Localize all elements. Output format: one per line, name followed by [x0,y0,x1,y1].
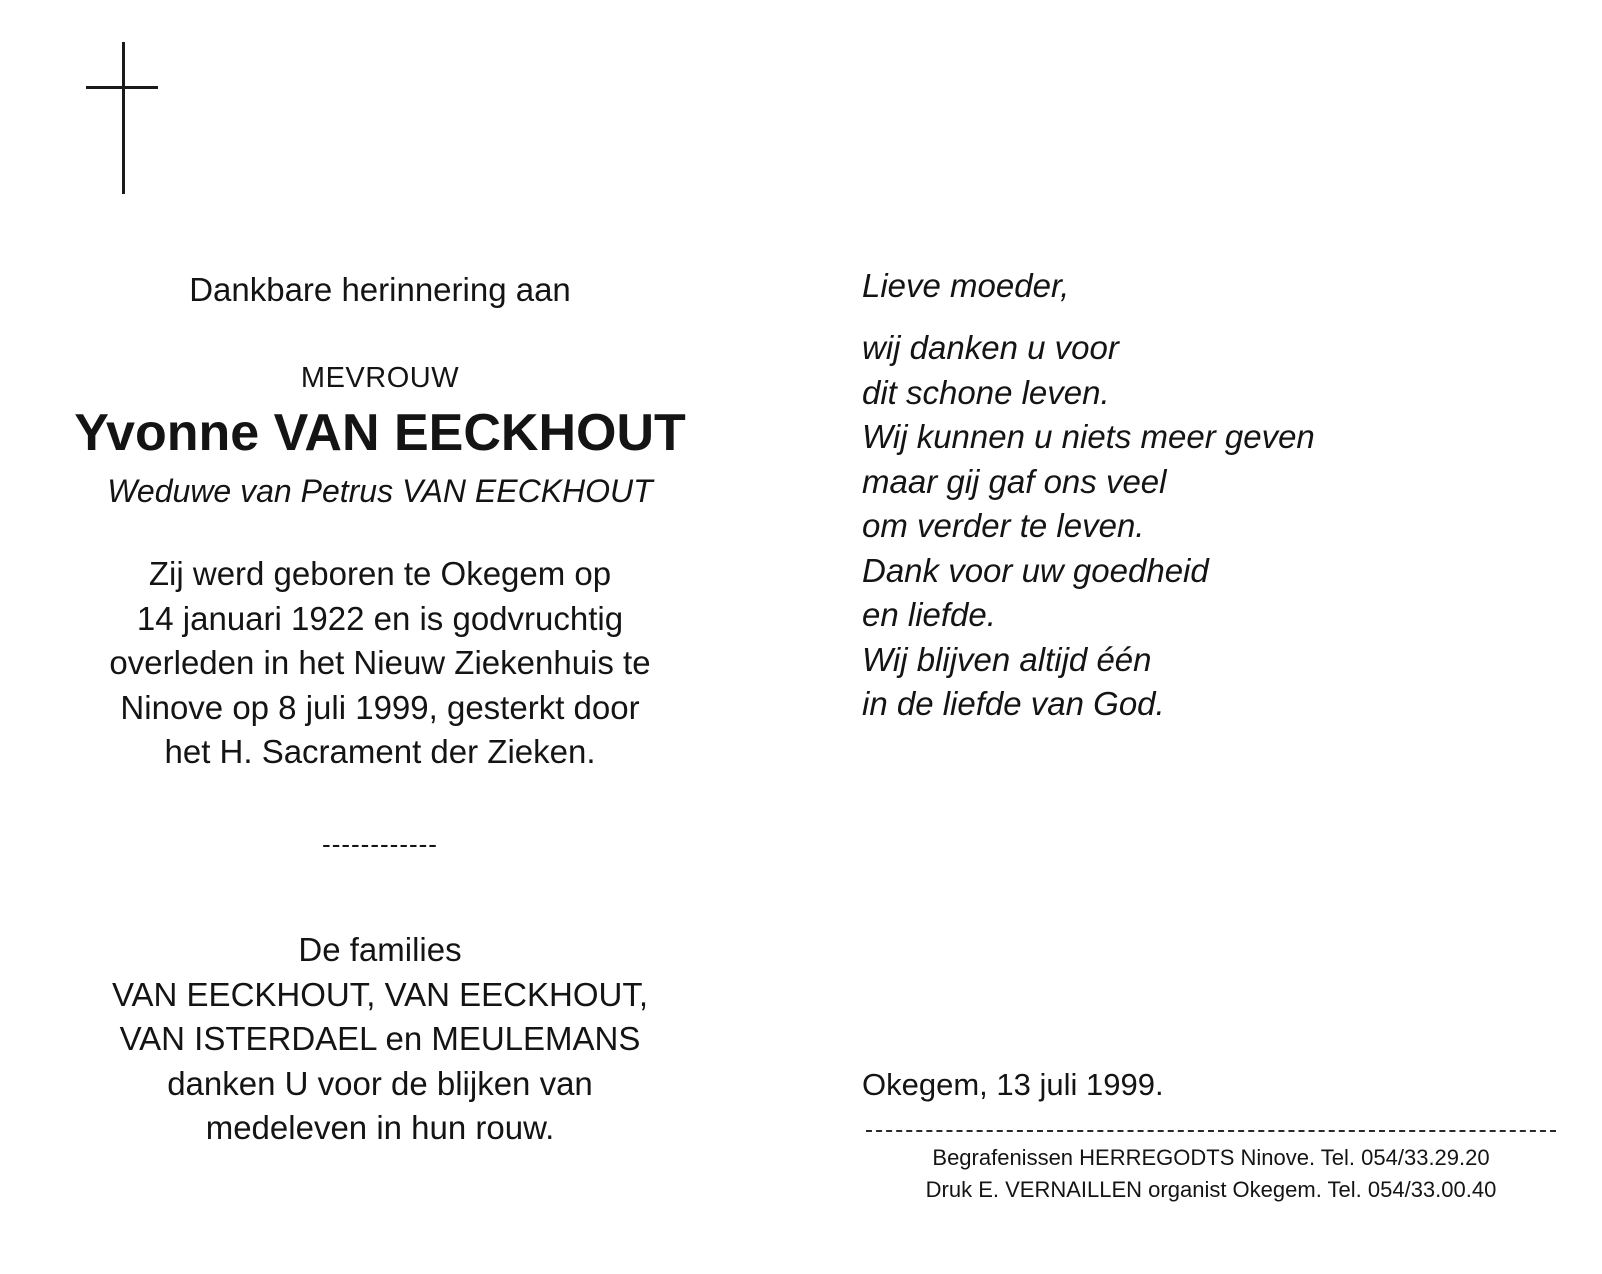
cross-horizontal-bar [86,86,158,89]
biography-line: 14 januari 1922 en is godvruchtig [136,599,624,637]
poem-line: in de liefde van God. [862,685,1165,722]
family-thanks-line: danken U voor de blijken van [167,1064,593,1102]
dashed-divider [866,1130,1556,1132]
family-thanks [40,928,720,1151]
poem-line: en liefde. [862,596,996,633]
biography-line: het H. Sacrament der Zieken. [164,733,596,770]
remembrance-intro: Dankbare herinnering aan [189,271,571,308]
poem-verses [862,326,1315,727]
section-separator: ------------ [322,829,438,859]
poem-line: Wij kunnen u niets meer geven [862,418,1315,455]
poem-line: Dank voor uw goedheid [862,551,1209,589]
poem-line: wij danken u voor [862,329,1119,366]
biography-line: overleden in het Nieuw Ziekenhuis te [109,644,651,681]
place-and-date: Okegem, 13 juli 1999. [862,1067,1164,1102]
poem-line: maar gij gaf ons veel [862,462,1167,500]
poem-line: Wij blijven altijd één [862,640,1152,678]
biography-line: Zij werd geboren te Okegem op [148,555,612,592]
deceased-name: Yvonne VAN EECKHOUT [74,404,686,462]
biography-line: Ninove op 8 juli 1999, gesterkt door [120,688,640,726]
poem-greeting: Lieve moeder, [862,267,1070,304]
widow-of-line: Weduwe van Petrus VAN EECKHOUT [107,473,653,509]
family-thanks-line: De families [298,931,462,968]
family-thanks-line: medeleven in hun rouw. [205,1109,555,1146]
poem-line: om verder te leven. [862,507,1145,544]
biography [40,552,720,775]
honorific: MEVROUW [300,362,460,394]
credit-line: Druk E. VERNAILLEN organist Okegem. Tel. 054/33.00.40 [925,1177,1497,1202]
family-thanks-line: VAN EECKHOUT, VAN EECKHOUT, [111,975,649,1013]
family-thanks-line: VAN ISTERDAEL en MEULEMANS [119,1020,641,1057]
credit-line: Begrafenissen HERREGODTS Ninove. Tel. 054/33.29.20 [932,1145,1490,1170]
poem-line: dit schone leven. [862,373,1110,411]
cross-vertical-bar [122,42,125,194]
printer-credits [866,1142,1556,1206]
